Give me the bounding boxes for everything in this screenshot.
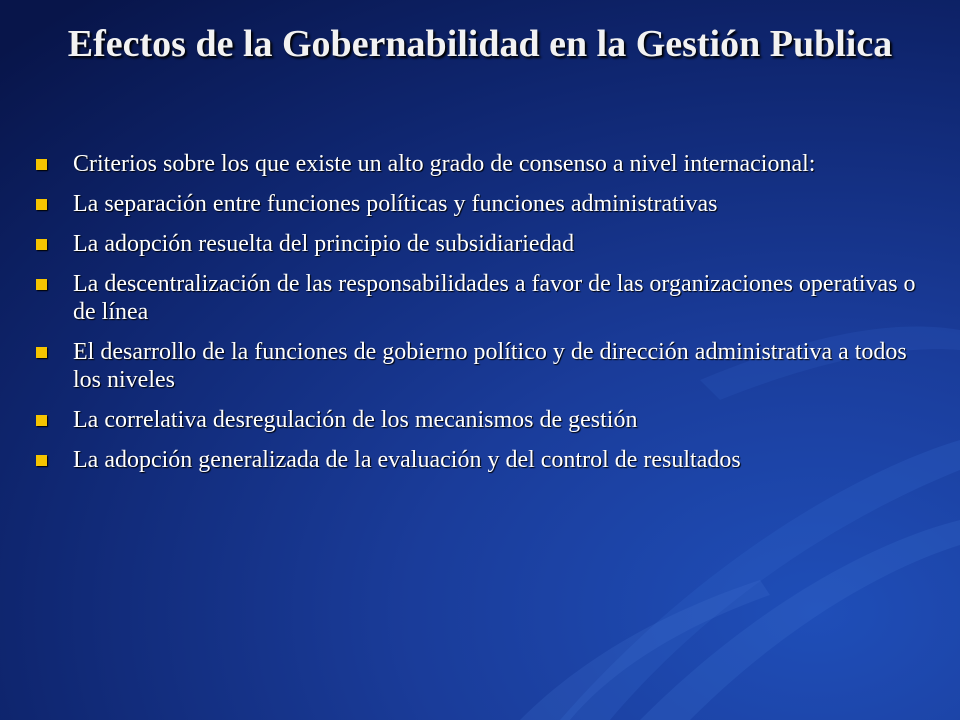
bullet-item	[36, 230, 916, 258]
bullet-list	[36, 150, 916, 486]
square-bullet-icon	[36, 239, 47, 250]
square-bullet-icon	[36, 415, 47, 426]
bullet-item	[36, 446, 916, 474]
bullet-text: El desarrollo de la funciones de gobierno político y de dirección administrativa a todos los niveles	[73, 339, 907, 393]
bullet-text: La separación entre funciones políticas y funciones administrativas	[73, 191, 718, 217]
square-bullet-icon	[36, 455, 47, 466]
bullet-text: La correlativa desregulación de los mecanismos de gestión	[73, 407, 638, 433]
bullet-item	[36, 406, 916, 434]
square-bullet-icon	[36, 199, 47, 210]
square-bullet-icon	[36, 159, 47, 170]
bullet-item	[36, 270, 916, 326]
bullet-item	[36, 190, 916, 218]
bullet-text: Criterios sobre los que existe un alto grado de consenso a nivel internacional:	[73, 151, 816, 177]
bullet-item	[36, 150, 916, 178]
slide-title: Efectos de la Gobernabilidad en la Gestión Publica	[67, 23, 893, 65]
square-bullet-icon	[36, 279, 47, 290]
square-bullet-icon	[36, 347, 47, 358]
bullet-text: La descentralización de las responsabilidades a favor de las organizaciones operativas o de línea	[73, 271, 916, 325]
bullet-item	[36, 338, 916, 394]
bullet-text: La adopción generalizada de la evaluación y del control de resultados	[73, 447, 741, 473]
bullet-text: La adopción resuelta del principio de subsidiariedad	[73, 231, 575, 257]
